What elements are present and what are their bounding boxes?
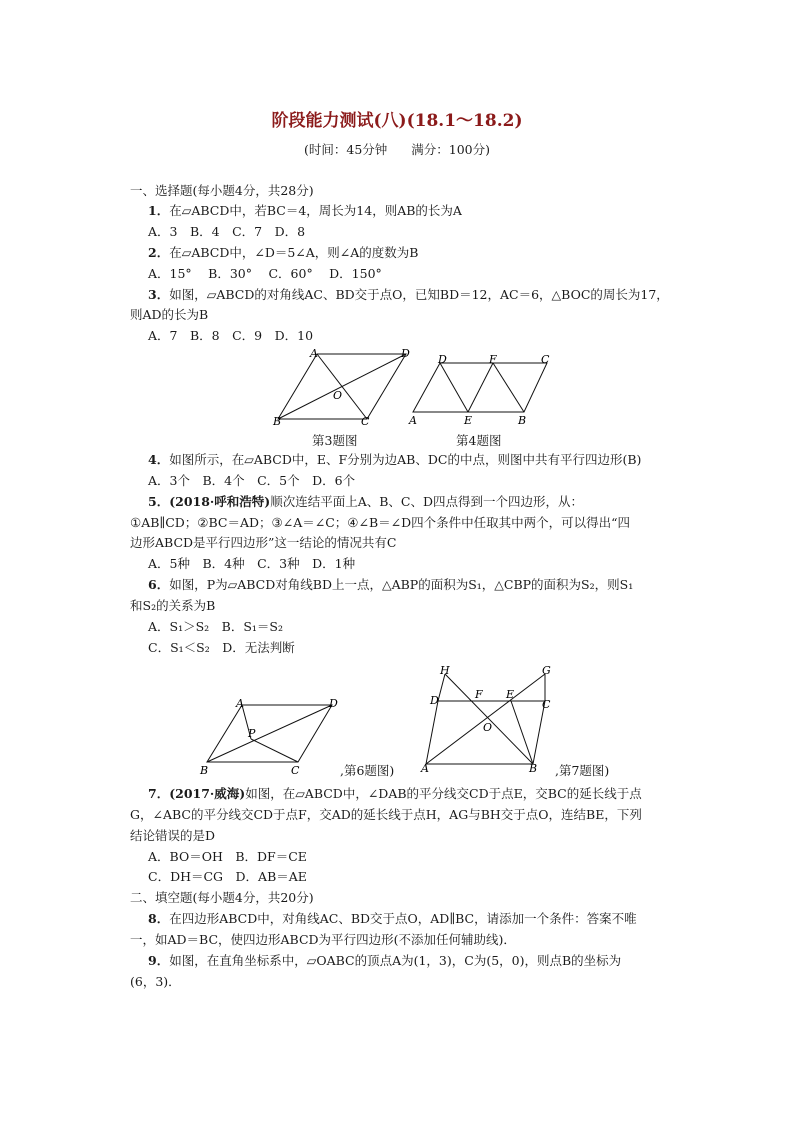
point-label-e: E	[506, 688, 515, 701]
question-9-cont: (6，3)．	[130, 974, 181, 989]
line-ag	[426, 674, 545, 764]
question-4	[148, 452, 641, 468]
question-5-cont-1: ①AB∥CD；②BC＝AD；③∠A＝∠C；④∠B＝∠D四个条件中任取其中两个，可以得出“四	[130, 515, 631, 530]
point-label-e: E	[464, 414, 473, 427]
question-7-options-2: C．DH＝CG D．AB＝AE	[148, 869, 307, 884]
figure-4-parallelogram	[405, 350, 555, 430]
section-heading-choice: 一、选择题(每小题4分，共28分)	[130, 183, 314, 198]
point-label-d: D	[430, 694, 439, 707]
point-label-d: D	[329, 697, 338, 710]
question-5-cont-2: 边形ABCD是平行四边形”这一结论的情况共有C	[130, 535, 397, 550]
question-number: 5．	[148, 494, 170, 509]
question-3-cont: 则AD的长为B	[130, 307, 209, 322]
point-label-p: P	[248, 727, 256, 740]
section-heading-fill: 二、填空题(每小题4分，共20分)	[130, 890, 314, 905]
question-2	[148, 245, 418, 261]
point-label-g: G	[542, 664, 551, 677]
subtitle	[0, 140, 794, 158]
question-number: 9．	[148, 953, 170, 968]
time-limit: (时间：45分钟	[303, 142, 388, 157]
figure-6-parallelogram	[195, 695, 355, 775]
question-3	[148, 287, 669, 303]
question-5-options: A．5种 B．4种 C．3种 D．1种	[148, 556, 356, 571]
segment-de	[440, 363, 468, 412]
point-label-o: O	[333, 389, 343, 402]
question-number: 3．	[148, 287, 170, 302]
question-text: 在▱ABCD中，∠D＝5∠A，则∠A的度数为B	[169, 245, 419, 260]
question-8	[148, 911, 637, 927]
point-label-b: B	[273, 415, 282, 428]
question-text: 如图，P为▱ABCD对角线BD上一点，△ABP的面积为S₁，△CBP的面积为S₂，则S₁	[169, 577, 634, 592]
question-7-cont-2: 结论错误的是D	[130, 828, 216, 843]
question-text: 如图，在▱ABCD中，∠DAB的平分线交CD于点E，交BC的延长线于点	[245, 786, 642, 801]
question-number: 2．	[148, 245, 170, 260]
point-label-f: F	[489, 353, 497, 366]
question-7	[148, 786, 642, 802]
question-9	[148, 953, 621, 969]
question-1	[148, 203, 462, 219]
figure-7-caption: ,第7题图)	[555, 763, 610, 778]
question-8-cont: 一，如AD＝BC，使四边形ABCD为平行四边形(不添加任何辅助线)．	[130, 932, 516, 947]
point-label-c: C	[542, 698, 551, 711]
point-label-f: F	[475, 688, 483, 701]
question-4-options: A．3个 B．4个 C．5个 D．6个	[148, 473, 356, 488]
segment-ef	[468, 363, 493, 412]
question-7-options-1: A．BO＝OH B．DF＝CE	[148, 849, 307, 864]
question-6-options-1: A．S₁＞S₂ B．S₁＝S₂	[148, 619, 284, 634]
question-number: 1．	[148, 203, 170, 218]
question-6	[148, 577, 633, 593]
point-label-c: C	[361, 415, 370, 428]
question-5	[148, 494, 583, 510]
figure-3-caption: 第3题图	[312, 433, 358, 448]
point-label-b: B	[518, 414, 527, 427]
point-label-a: A	[310, 347, 318, 360]
segment-be	[511, 701, 533, 764]
point-label-c: C	[291, 764, 300, 777]
question-number: 8．	[148, 911, 170, 926]
point-label-d: D	[401, 347, 410, 360]
question-text: 在▱ABCD中，若BC＝4，周长为14，则AB的长为A	[169, 203, 462, 218]
point-label-a: A	[421, 762, 429, 775]
question-2-options: A．15° B．30° C．60° D．150°	[148, 266, 382, 281]
figure-4-caption: 第4题图	[456, 433, 502, 448]
question-text: 如图，▱ABCD的对角线AC、BD交于点O，已知BD＝12，AC＝6，△BOC的周长为17，	[169, 287, 669, 302]
diagonal-bd	[207, 705, 332, 762]
point-label-c: C	[541, 353, 550, 366]
line-bh	[445, 674, 533, 764]
question-7-cont-1: G，∠ABC的平分线交CD于点F，交AD的延长线于点H，AG与BH交于点O，连结BE，下列	[130, 807, 642, 822]
point-label-d: D	[438, 353, 447, 366]
question-text: 顺次连结平面上A、B、C、D四点得到一个四边形，从：	[270, 494, 583, 509]
figure-6-caption: ,第6题图)	[340, 763, 395, 778]
question-source: (2018·呼和浩特)	[169, 494, 271, 509]
point-label-b: B	[529, 762, 538, 775]
question-6-options-2: C．S₁＜S₂ D．无法判断	[148, 640, 295, 655]
point-label-b: B	[200, 764, 209, 777]
question-number: 4．	[148, 452, 170, 467]
figure-3-parallelogram	[270, 345, 420, 430]
segment-pc	[251, 739, 298, 762]
point-label-a: A	[409, 414, 417, 427]
point-label-o: O	[483, 721, 493, 734]
figure-7-parallelogram	[418, 660, 558, 775]
segment-fb	[493, 363, 524, 412]
question-text: 如图所示，在▱ABCD中，E、F分别为边AB、DC的中点，则图中共有平行四边形(B)	[169, 452, 642, 467]
question-source: (2017·威海)	[169, 786, 246, 801]
point-label-a: A	[236, 697, 244, 710]
question-3-options: A．7 B．8 C．9 D．10	[148, 328, 314, 343]
question-1-options: A．3 B．4 C．7 D．8	[148, 224, 306, 239]
question-text: 如图，在直角坐标系中，▱OABC的顶点A为(1，3)，C为(5，0)，则点B的坐标为	[169, 953, 622, 968]
question-6-cont: 和S₂的关系为B	[130, 598, 216, 613]
question-number: 6．	[148, 577, 170, 592]
extension-dh	[438, 674, 445, 701]
page-title: 阶段能力测试(八)(18.1～18.2)	[271, 111, 523, 131]
point-label-h: H	[440, 664, 450, 677]
question-text: 在四边形ABCD中，对角线AC、BD交于点O，AD∥BC，请添加一个条件：答案不唯	[169, 911, 637, 926]
full-score: 满分：100分)	[411, 142, 491, 157]
question-number: 7．	[148, 786, 170, 801]
